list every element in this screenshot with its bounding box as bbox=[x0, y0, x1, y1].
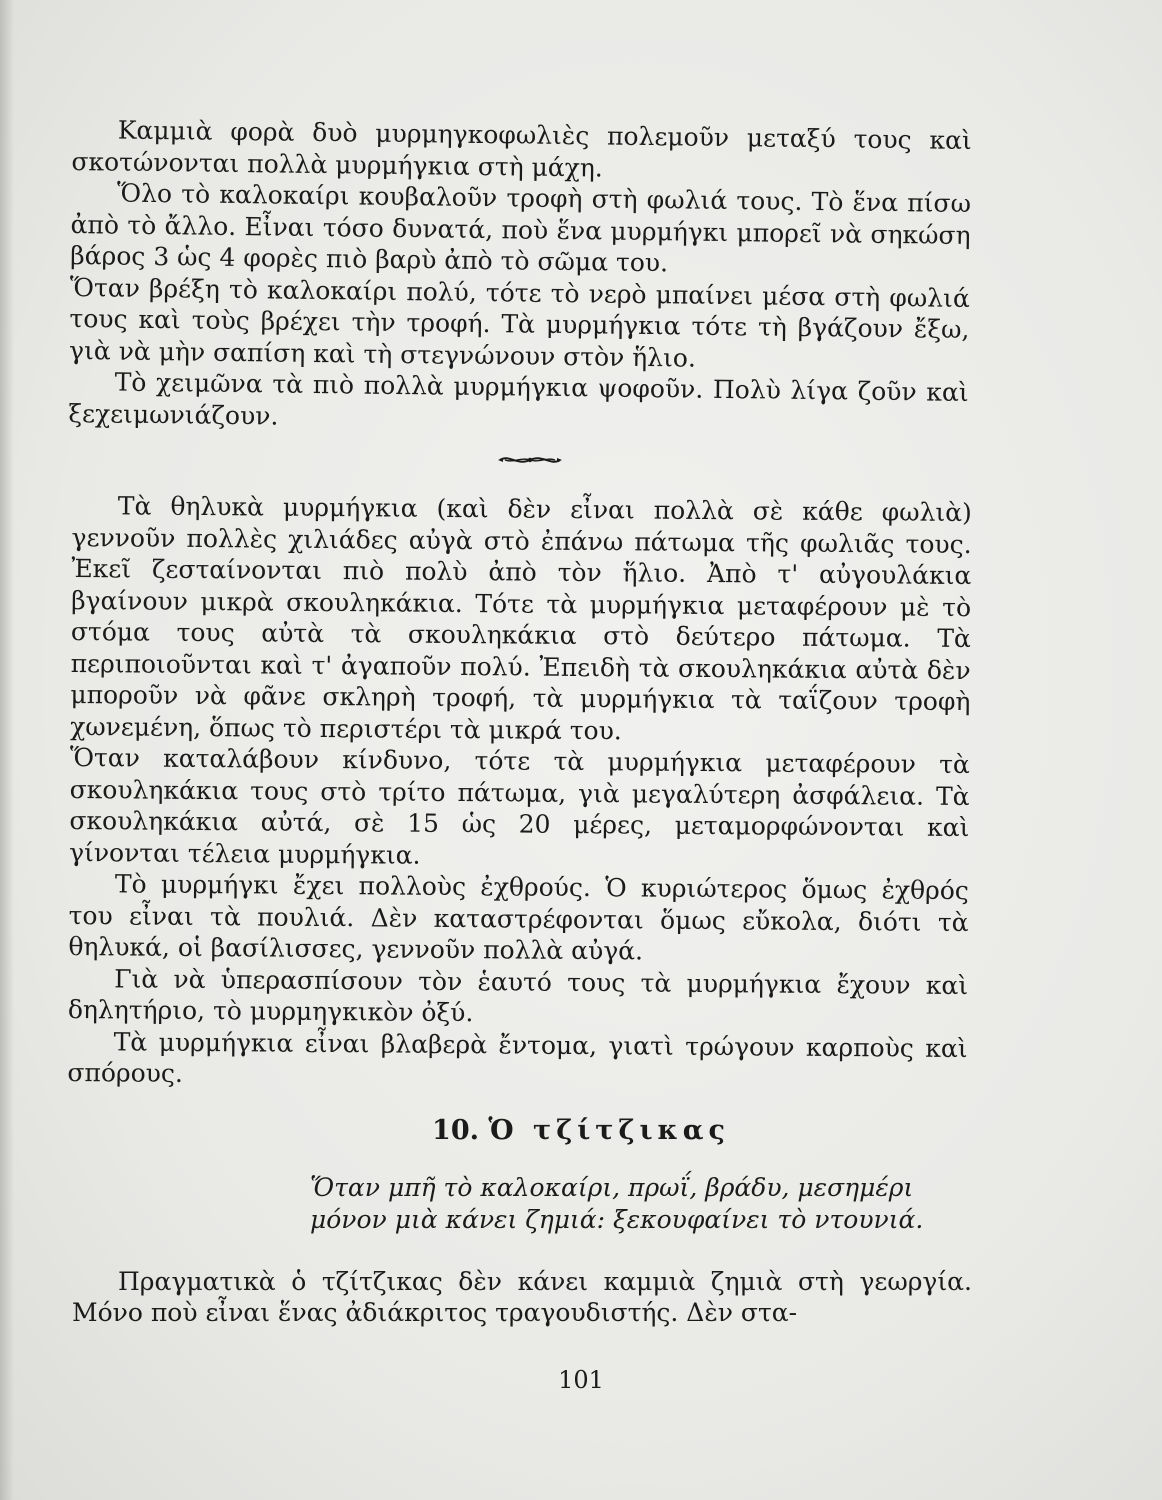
page-shadow-edge bbox=[0, 0, 14, 1500]
paragraph: Ὅλο τὸ καλοκαίρι κουβαλοῦν τροφὴ στὴ φωλιά τους. Τὸ ἕνα πίσω ἀπὸ τὸ ἄλλο. Εἶναι τόσο δυνατά, ποὺ ἕνα μυρμήγκι μπορεῖ νὰ σηκώση βάρος 3 ὡς 4 φορὲς πιὸ βαρὺ ἀπὸ τὸ σῶμα του. bbox=[70, 178, 972, 278]
paragraph: Τὸ μυρμήγκι ἔχει πολλοὺς ἐχθρούς. Ὁ κυριώτερος ὅμως ἐχθρός του εἶναι τὰ πουλιά. Δὲν καταστρέφονται ὅμως εὔκολα, διότι τὰ θηλυκά, οἱ βασίλισσες, γεννοῦν πολλὰ αὐγά. bbox=[68, 869, 969, 966]
paragraph: Καμμιὰ φορὰ δυὸ μυρμηγκοφωλιὲς πολεμοῦν μεταξύ τους καὶ σκοτώνονται πολλὰ μυρμήγκια στὴ μάχη. bbox=[71, 115, 972, 182]
paragraph: Ὅταν καταλάβουν κίνδυνο, τότε τὰ μυρμήγκια μεταφέρουν τὰ σκουληκάκια τους στὸ τρίτο πάτωμα, γιὰ μεγαλύτερη ἀσφάλεια. Τὰ σκουληκάκια αὐτά, σὲ 15 ὡς 20 μέρες, μεταμορφώνονται καὶ γίνονται τέλεια μυρμήγκια. bbox=[69, 742, 970, 870]
text-block-ants-reproduction bbox=[67, 490, 972, 1096]
paragraph: Ὅταν βρέξη τὸ καλοκαίρι πολύ, τότε τὸ νερὸ μπαίνει μέσα στὴ φωλιά τους καὶ τοὺς βρέχει τὴν τροφή. Τὰ μυρμήγκια τότε τὴ βγάζουν ἔξω, γιὰ νὰ μὴν σαπίση καὶ τὴ στεγνώνουν στὸν ἥλιο. bbox=[68, 272, 970, 373]
paragraph: Τὰ μυρμήγκια εἶναι βλαβερὰ ἔντομα, γιατὶ τρώγουν καρποὺς καὶ σπόρους. bbox=[67, 1026, 968, 1088]
ornament-divider-icon bbox=[497, 450, 563, 470]
section-heading bbox=[0, 1115, 1162, 1146]
page-number: 101 bbox=[558, 1366, 604, 1394]
verse-line: μόνον μιὰ κάνει ζημιά: ξεκουφαίνει τὸ ντουνιά. bbox=[310, 1205, 924, 1234]
paragraph: Πραγματικὰ ὁ τζίτζικας δὲν κάνει καμμιὰ ζημιὰ στὴ γεωργία. Μόνο ποὺ εἶναι ἕνας ἀδιάκριτος τραγουδιστής. Δὲν στα- bbox=[72, 1267, 972, 1327]
paragraph: Τὸ χειμῶνα τὰ πιὸ πολλὰ μυρμήγκια ψοφοῦν. Πολὺ λίγα ζοῦν καὶ ξεχειμωνιάζουν. bbox=[68, 367, 969, 431]
section-title: Ὁ τζίτζικας bbox=[488, 1115, 730, 1146]
verse-epigraph bbox=[310, 1172, 950, 1236]
paragraph: Γιὰ νὰ ὑπερασπίσουν τὸν ἑαυτό τους τὰ μυρμήγκια ἔχουν καὶ δηλητήριο, τὸ μυρμηγκικὸν ὀξύ. bbox=[67, 963, 969, 1028]
section-number: 10. bbox=[432, 1115, 480, 1146]
verse-line: Ὅταν μπῆ τὸ καλοκαίρι, πρωΐ, βράδυ, μεσημέρι bbox=[310, 1173, 914, 1202]
text-block-cicada bbox=[72, 1266, 972, 1328]
paragraph: Τὰ θηλυκὰ μυρμήγκια (καὶ δὲν εἶναι πολλὰ σὲ κάθε φωλιὰ) γεννοῦν πολλὲς χιλιάδες αὐγὰ στὸ ἐπάνω πάτωμα τῆς φωλιᾶς τους. Ἐκεῖ ζεσταίνονται πιὸ πολὺ ἀπὸ τὸν ἥλιο. Ἀπὸ τ' αὐγουλάκια βγαίνουν μικρὰ σκουληκάκια. Τότε τὰ μυρμήγκια μεταφέρουν μὲ τὸ στόμα τους αὐτὰ τὰ σκουληκάκια στὸ δεύτερο πάτωμα. Τὰ περιποιοῦνται καὶ τ' ἀγαποῦν πολύ. Ἐπειδὴ τὰ σκουληκάκια αὐτὰ δὲν μποροῦν νὰ φᾶνε σκληρὴ τροφή, τὰ μυρμήγκια τὰ ταΐζουν τροφὴ χωνεμένη, ὅπως τὸ περιστέρι τὰ μικρά του. bbox=[70, 491, 972, 745]
text-block-ants-habits bbox=[68, 114, 972, 440]
